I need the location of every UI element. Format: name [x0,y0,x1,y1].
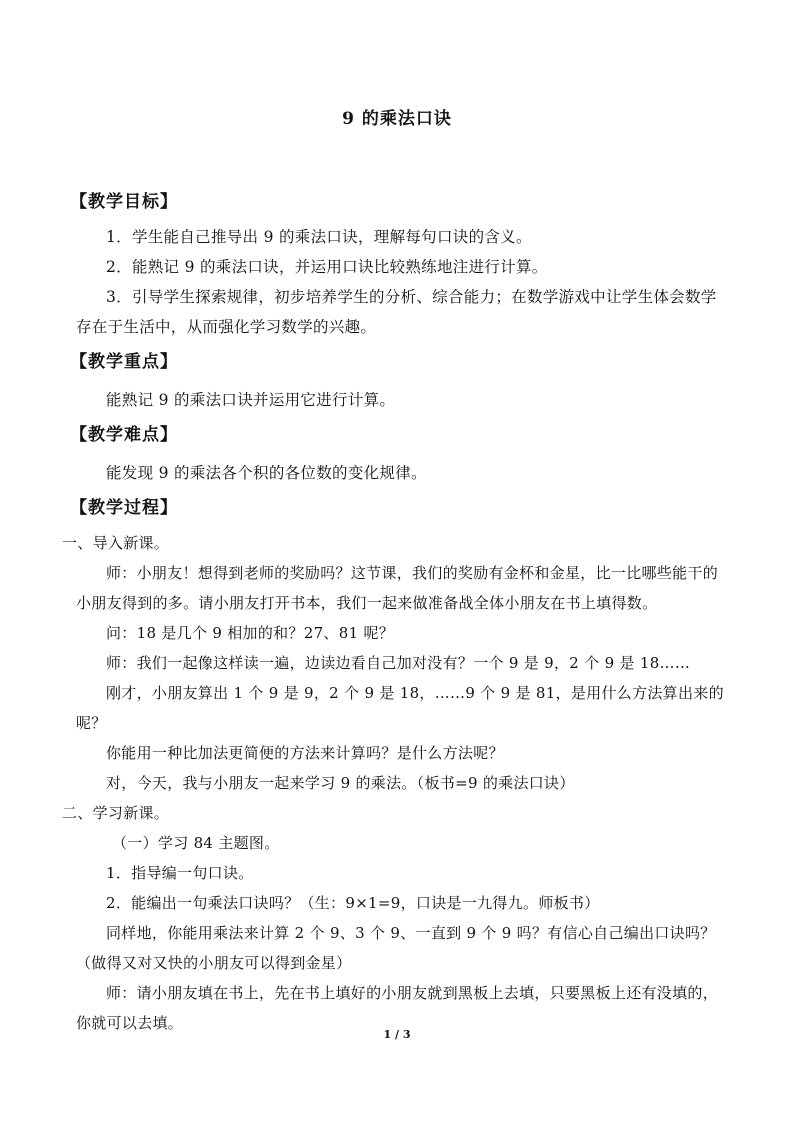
part1-paragraph: 刚才，小朋友算出 1 个 9 是 9，2 个 9 是 18，……9 个 9 是 81，是用什么方法算出来的呢？ [76,684,724,732]
document-body [62,182,726,1038]
difficulties-heading: 【教学难点】 [70,425,178,445]
page-title: 9 的乘法口诀 [342,109,452,129]
part1-paragraph: 你能用一种比加法更简便的方法来计算吗？是什么方法呢？ [106,744,504,762]
objective-1: 1．学生能自己推导出 9 的乘法口诀，理解每句口诀的含义。 [106,228,532,246]
objective-3: 3．引导学生探索规律，初步培养学生的分析、综合能力；在数学游戏中让学生体会数学存在于生活中，从而强化学习数学的兴趣。 [76,288,717,336]
part2-paragraph: 师：请小朋友填在书上，先在书上填好的小朋友就到黑板上去填，只要黑板上还有没填的，你就可以去填。 [76,984,719,1032]
key-points-heading: 【教学重点】 [70,352,178,372]
part2-title: 二、学习新课。 [62,804,170,822]
part2-paragraph: 2．能编出一句乘法口诀吗？（生：9×1=9，口诀是一九得九。师板书） [106,894,600,912]
part1-paragraph: 师：我们一起像这样读一遍，边读边看自己加对没有？一个 9 是 9，2 个 9 是 18…… [106,654,691,672]
difficulties-text: 能发现 9 的乘法各个积的各位数的变化规律。 [106,464,427,482]
objectives-heading: 【教学目标】 [70,192,178,212]
page-number: 1 / 3 [383,1028,411,1041]
part2-subtitle: （一）学习 84 主题图。 [112,834,280,852]
part2-paragraph: 1．指导编一句口诀。 [106,864,254,882]
process-heading: 【教学过程】 [70,498,178,518]
part1-title: 一、导入新课。 [62,534,170,552]
part1-paragraph: 问：18 是几个 9 相加的和？27、81 呢？ [106,624,395,642]
part1-paragraph: 对，今天，我与小朋友一起来学习 9 的乘法。（板书=9 的乘法口诀） [106,774,575,792]
part2-paragraph: 同样地，你能用乘法来计算 2 个 9、3 个 9、一直到 9 个 9 吗？有信心自己编出口诀吗？（做得又对又快的小朋友可以得到金星） [76,924,716,972]
key-points-text: 能熟记 9 的乘法口诀并运用它进行计算。 [106,391,396,409]
part1-paragraph: 师：小朋友！想得到老师的奖励吗？这节课，我们的奖励有金杯和金星，比一比哪些能干的小朋友得到的多。请小朋友打开书本，我们一起来做准备战全体小朋友在书上填得数。 [76,564,719,612]
objective-2: 2．能熟记 9 的乘法口诀，并运用口诀比较熟练地注进行计算。 [106,258,548,276]
